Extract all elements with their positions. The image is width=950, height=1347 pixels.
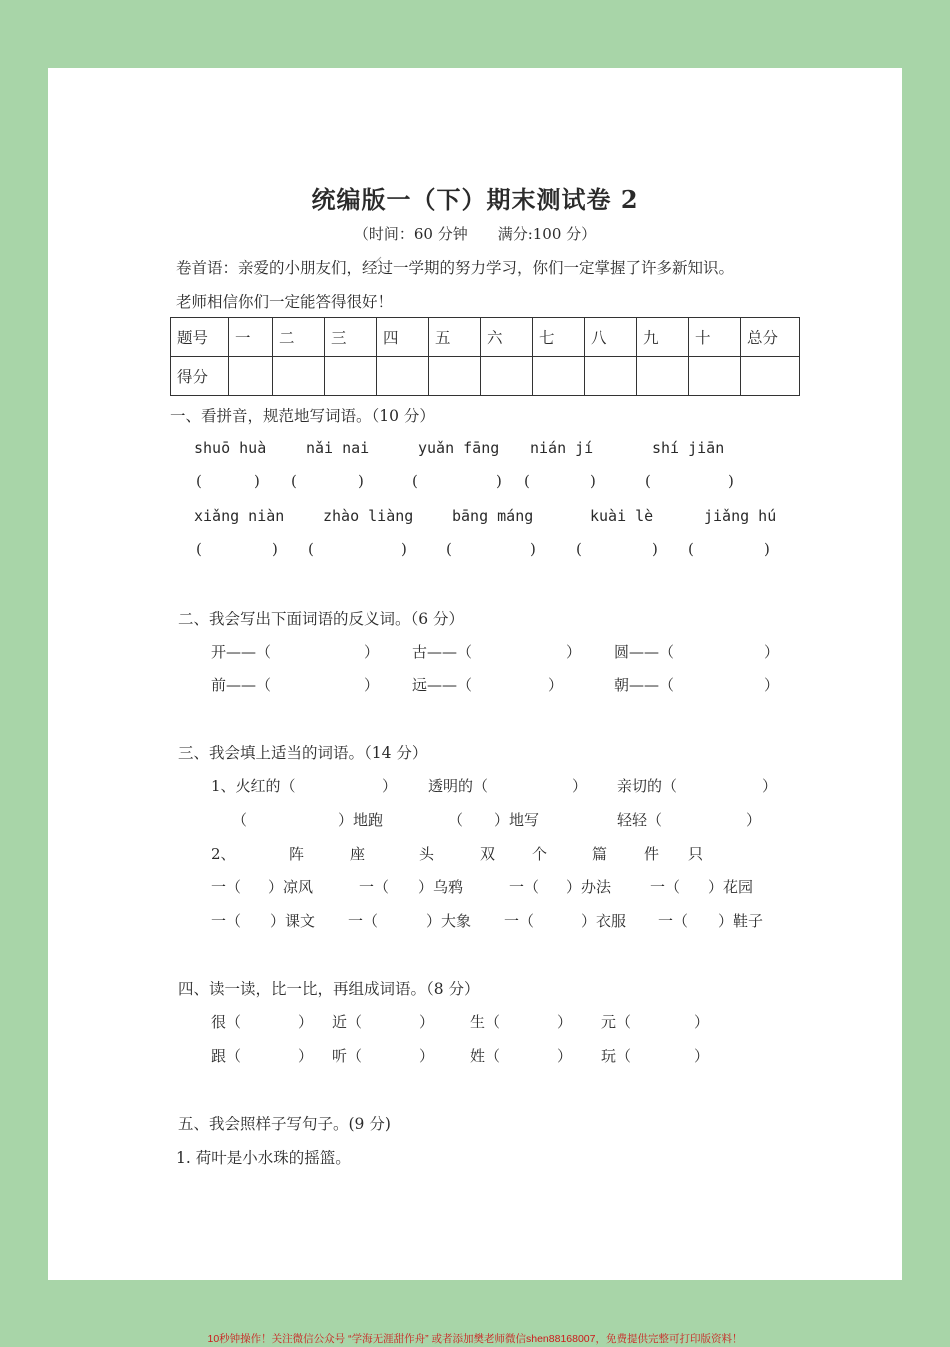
paren: ) (530, 540, 536, 558)
header-cell: 题号 (171, 318, 229, 357)
word-choice: 头 (419, 845, 435, 863)
score-cell[interactable] (533, 357, 585, 396)
fill-prompt: ）地跑 (338, 811, 384, 829)
measure-prompt: 一（ (504, 912, 535, 930)
fill-prompt: 亲切的（ (617, 777, 678, 795)
exam-info: （时间：60 分钟 满分:100 分） (353, 225, 597, 243)
paren: ) (728, 472, 734, 490)
paren: ） (764, 643, 780, 661)
header-cell: 六 (481, 318, 533, 357)
intro-line-1: 卷首语：亲爱的小朋友们，经过一学期的努力学习，你们一定掌握了许多新知识。 (176, 259, 735, 277)
fill-prompt: 1、火红的（ (211, 777, 296, 795)
word-choice: 只 (688, 845, 704, 863)
paren: ( (576, 540, 582, 558)
section-4-title: 四、读一读，比一比，再组成词语。（8 分） (178, 980, 480, 998)
fill-prompt: 透明的（ (428, 777, 489, 795)
paren: ) (401, 540, 407, 558)
header-cell: 五 (429, 318, 481, 357)
measure-prompt: ）大象 (426, 912, 472, 930)
measure-prompt: 一（ (509, 878, 540, 896)
paren: ( (645, 472, 651, 490)
word-choice: 篇 (592, 845, 608, 863)
measure-prompt: ）乌鸦 (418, 878, 464, 896)
score-row (171, 357, 800, 396)
score-header-row (171, 318, 800, 357)
word-choice: 个 (532, 845, 548, 863)
antonym-prompt: 朝——（ (614, 676, 675, 694)
antonym-prompt: 远——（ (412, 676, 473, 694)
header-cell: 八 (585, 318, 637, 357)
paren: ） (364, 643, 380, 661)
pinyin: nián jí (530, 439, 594, 457)
score-cell[interactable] (377, 357, 429, 396)
example-sentence: 1. 荷叶是小水珠的摇篮。 (176, 1149, 351, 1167)
paren: ） (557, 1047, 573, 1065)
pinyin: xiǎng niàn (194, 507, 285, 525)
paren: ） (548, 676, 564, 694)
measure-prompt: ）凉风 (268, 878, 314, 896)
header-cell: 十 (689, 318, 741, 357)
paren: ） (382, 777, 398, 795)
intro-line-2: 老师相信你们一定能答得很好！ (176, 293, 394, 311)
score-cell[interactable] (325, 357, 377, 396)
header-cell: 三 (325, 318, 377, 357)
paren: ） (557, 1013, 573, 1031)
compare-prompt: 元（ (601, 1013, 632, 1031)
fill-prompt: ）地写 (494, 811, 540, 829)
compare-prompt: 生（ (470, 1013, 501, 1031)
pinyin: shí jiān (652, 439, 725, 457)
measure-prompt: 一（ (359, 878, 390, 896)
paren: ) (590, 472, 596, 490)
compare-prompt: 听（ (332, 1047, 363, 1065)
section-5-title: 五、我会照样子写句子。(9 分) (178, 1115, 391, 1133)
header-cell: 总分 (741, 318, 800, 357)
antonym-prompt: 开——（ (211, 643, 272, 661)
header-cell: 四 (377, 318, 429, 357)
compare-prompt: 跟（ (211, 1047, 242, 1065)
paren: ） (419, 1013, 435, 1031)
compare-prompt: 近（ (332, 1013, 363, 1031)
antonym-prompt: 古——（ (412, 643, 473, 661)
paren: ） (566, 643, 582, 661)
compare-prompt: 很（ (211, 1013, 242, 1031)
compare-prompt: 玩（ (601, 1047, 632, 1065)
measure-prompt: ）花园 (708, 878, 754, 896)
measure-prompt: 一（ (211, 912, 242, 930)
paren: ( (688, 540, 694, 558)
paren: ） (746, 811, 762, 829)
page-title: 统编版一（下）期末测试卷 2 (311, 185, 639, 214)
pinyin: shuō huà (194, 439, 267, 457)
exam-paper (48, 68, 902, 1280)
promo-footer: 10秒钟操作！关注微信公众号 “学海无涯甜作舟” 或者添加樊老师微信shen88168007，免费提供完整可打印版资料！ (207, 1333, 743, 1345)
pinyin: zhào liàng (323, 507, 414, 525)
q2-label: 2、 (211, 845, 236, 863)
pinyin: yuǎn fāng (418, 439, 500, 457)
paren: ( (412, 472, 418, 490)
paren: ） (694, 1013, 710, 1031)
paren: ) (358, 472, 364, 490)
paren: ( (196, 540, 202, 558)
paren: ( (291, 472, 297, 490)
paren: ） (694, 1047, 710, 1065)
measure-prompt: 一（ (650, 878, 681, 896)
score-cell[interactable] (429, 357, 481, 396)
paren: ) (272, 540, 278, 558)
header-cell: 二 (273, 318, 325, 357)
paren: ) (496, 472, 502, 490)
paren: ( (196, 472, 202, 490)
paren: （ (448, 811, 464, 829)
pinyin: kuài lè (590, 507, 654, 525)
score-row-label: 得分 (171, 357, 229, 396)
score-cell[interactable] (741, 357, 800, 396)
paren: ） (572, 777, 588, 795)
antonym-prompt: 前——（ (211, 676, 272, 694)
paren: ） (298, 1013, 314, 1031)
measure-prompt: 一（ (658, 912, 689, 930)
header-cell: 九 (637, 318, 689, 357)
paren: ） (419, 1047, 435, 1065)
paren: ） (298, 1047, 314, 1065)
paren: ） (762, 777, 778, 795)
paren: （ (232, 811, 248, 829)
pinyin: nǎi nai (306, 439, 370, 457)
fill-prompt: 轻轻（ (617, 811, 663, 829)
header-cell: 一 (229, 318, 273, 357)
section-2-title: 二、我会写出下面词语的反义词。（6 分） (178, 610, 465, 628)
section-1-title: 一、看拼音，规范地写词语。（10 分） (170, 407, 435, 425)
compare-prompt: 姓（ (470, 1047, 501, 1065)
paren: ) (652, 540, 658, 558)
score-cell[interactable] (689, 357, 741, 396)
score-cell[interactable] (273, 357, 325, 396)
paren: ( (308, 540, 314, 558)
word-choice: 座 (350, 845, 366, 863)
measure-prompt: 一（ (348, 912, 379, 930)
paren: ) (764, 540, 770, 558)
word-choice: 件 (644, 845, 660, 863)
paren: ） (764, 676, 780, 694)
section-3-title: 三、我会填上适当的词语。（14 分） (178, 744, 428, 762)
paren: ( (446, 540, 452, 558)
pinyin: jiǎng hú (704, 507, 777, 525)
antonym-prompt: 圆——（ (614, 643, 675, 661)
score-table (170, 317, 800, 396)
pinyin: bāng máng (452, 507, 534, 525)
score-cell[interactable] (637, 357, 689, 396)
score-cell[interactable] (229, 357, 273, 396)
score-cell[interactable] (481, 357, 533, 396)
paren: ） (364, 676, 380, 694)
measure-prompt: ）办法 (566, 878, 612, 896)
measure-prompt: ）鞋子 (718, 912, 764, 930)
measure-prompt: ）衣服 (581, 912, 627, 930)
paren: ( (524, 472, 530, 490)
measure-prompt: ）课文 (270, 912, 316, 930)
word-choice: 双 (480, 845, 496, 863)
paren: ) (254, 472, 260, 490)
word-choice: 阵 (289, 845, 305, 863)
header-cell: 七 (533, 318, 585, 357)
measure-prompt: 一（ (211, 878, 242, 896)
score-cell[interactable] (585, 357, 637, 396)
